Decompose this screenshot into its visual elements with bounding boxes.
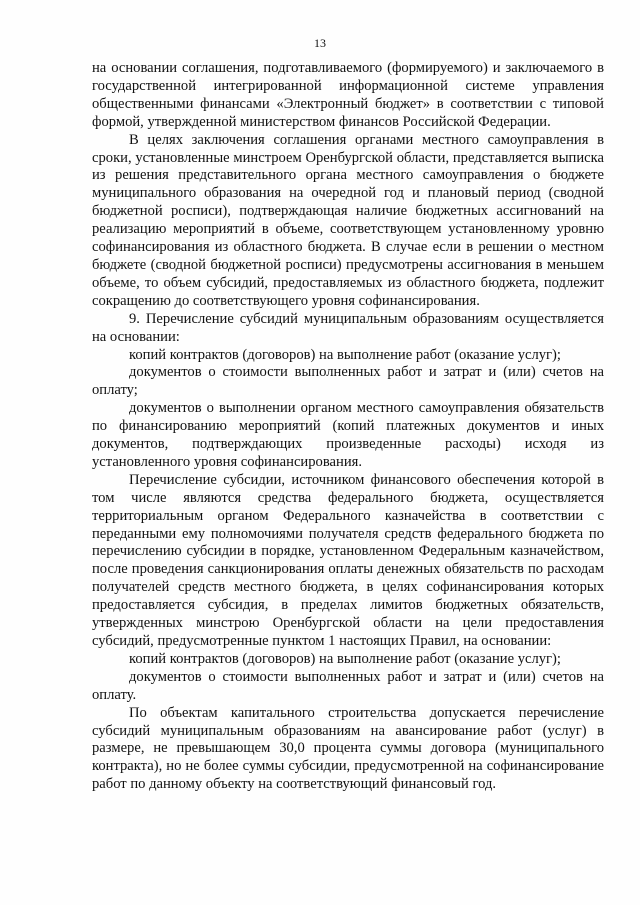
list-item-obligation-documents: документов о выполнении органом местного самоуправления обязательств по финансированию мероприятий (копий платежных документов и иных документов, подтверждающих произведенные расходы) исходя из установленного уровня софинансирования. [92, 400, 604, 470]
paragraph-agreement-basis: на основании соглашения, подготавливаемого (формируемого) и заключаемого в государственной интегрированной информационной системе управления общественными финансами «Электронный бюджет» в соответствии с типовой формой, утвержденной министерством финансов Российской Федерации. [92, 60, 604, 130]
paragraph-federal-treasury: Перечисление субсидии, источником финансового обеспечения которой в том числе являются средства федерального бюджета, осуществляется территориальным органом Федерального казначейства в соответствии с переданными ему полномочиями получателя средств федерального бюджета по перечислению субсидии в порядке, установленном Федеральным казначейством, после проведения санкционирования оплаты денежных обязательств по расходам получателей средств местного бюджета, в целях софинансирования которых предоставляется субсидия, в пределах лимитов бюджетных обязательств, утвержденных минстрою Оренбургской области на цели предоставления субсидий, предусмотренные пунктом 1 настоящих Правил, на основании: [92, 471, 604, 649]
list-item-contract-copies: копий контрактов (договоров) на выполнение работ (оказание услуг); [129, 346, 561, 363]
document-body [92, 60, 604, 794]
paragraph-agreement-conclusion: В целях заключения соглашения органами местного самоуправления в сроки, установленные минстроем Оренбургской области, представляется выписка из решения представительного органа местного самоуправления о бюджете муниципального образования на очередной год и плановый период (сводной бюджетной росписи), подтверждающая наличие бюджетных ассигнований на реализацию мероприятий в объеме, соответствующем установленному уровню софинансирования из областного бюджета. В случае если в решении о местном бюджете (сводной бюджетной росписи) предусмотрены ассигнования в меньшем объеме, то объем субсидий, предоставляемых из областного бюджета, подлежит сокращению до соответствующего уровня софинансирования. [92, 131, 604, 309]
list-item-cost-documents-2: документов о стоимости выполненных работ и затрат и (или) счетов на оплату. [92, 668, 604, 703]
paragraph-section-9-heading: 9. Перечисление субсидий муниципальным образованиям осуществляется на основании: [92, 310, 604, 345]
page-number: 13 [314, 36, 326, 50]
list-item-contract-copies-2: копий контрактов (договоров) на выполнение работ (оказание услуг); [129, 650, 561, 667]
paragraph-capital-construction-advance: По объектам капитального строительства допускается перечисление субсидий муниципальным образованиям на авансирование работ (услуг) в размере, не превышающем 30,0 процента суммы договора (муниципального контракта), но не более суммы субсидии, предусмотренной на софинансирование работ по данному объекту на соответствующий финансовый год. [92, 704, 604, 793]
list-item-cost-documents: документов о стоимости выполненных работ и затрат и (или) счетов на оплату; [92, 364, 604, 399]
